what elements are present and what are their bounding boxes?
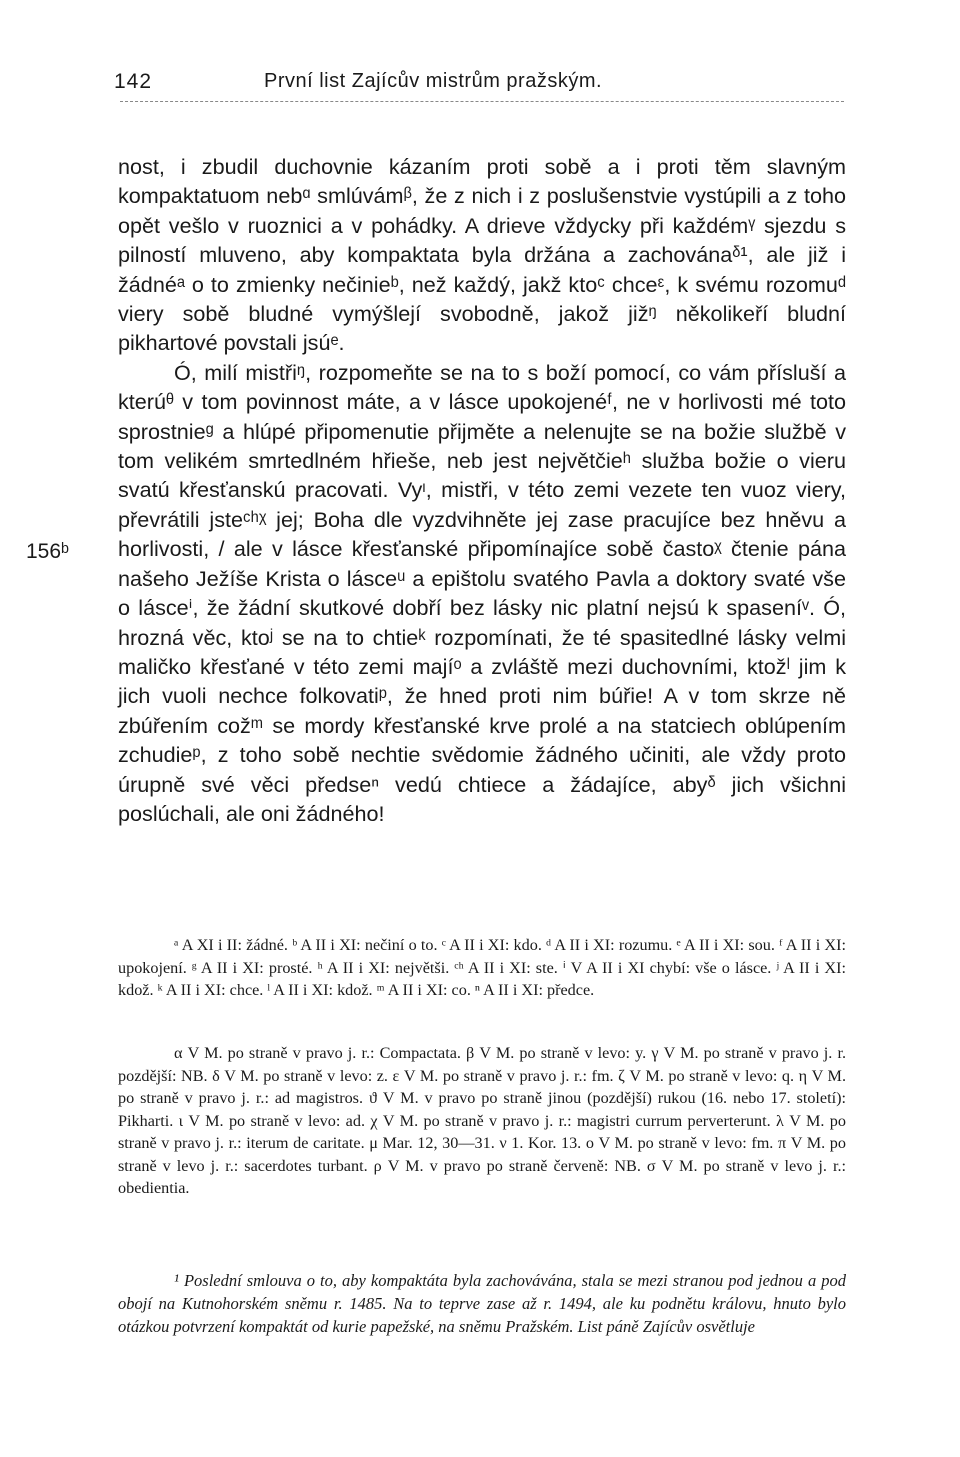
footnotes-variants [118,934,846,1002]
footnotes-marginalia [118,1042,846,1200]
margin-folio-note: 156ᵇ [26,540,69,563]
footnotes-greek-text: α V M. po straně v pravo j. r.: Compactata. β V M. po straně v levo: y. γ V M. po straně v pravo j. r. pozdější: NB. δ V M. po straně v levo: z. ε V M. po straně v pravo j. r.: fm. ζ V M. po straně v levo: q. η V M. po straně v pravo j. r.: ad magistros. ϑ V M. v pravo po straně jinou (pozdější) rukou (16. nebo 17. století): Pikharti. ι V M. po straně v levo: ad. χ V M. po straně v pravo j. r.: magistri currum perverterunt. λ V M. po straně v pravo j. r.: iterum de caritate. μ Mar. 12, 30—31. ν 1. Kor. 13. ο V M. po straně v levo: fm. π V M. po straně v levo j. r.: sacerdotes turbant. ρ V M. v pravo po straně červeně: NB. σ V M. po straně v levo j. r.: obedientia. [118,1044,846,1197]
page-header [114,66,848,96]
header-rule [120,101,844,102]
paragraph-1: nost, i zbudil duchovnie kázaním proti sobě a i proti těm slavným kompaktatuom nebᵅ smlúvámᵝ, že z nich i z poslušenstvie vystúpili a z toho opět vešlo v ruoznici a v pohádky. A drieve vždycky při každémᵞ sjezdu s pilností mluveno, aby kompaktata byla držána a zachovánaᵟ¹, ale již i žádnéᵃ o to zmienky nečinieᵇ, než každý, jakž ktoᶜ chceᵋ, k svému rozomuᵈ viery sobě bludné vymýšlejí svobodně, jakož jižᵑ několikeří bludní pikhartové povstali jsúᵉ. [118,154,846,356]
footnotes-letters-text: ᵃ A XI i II: žádné. ᵇ A II i XI: nečiní o to. ᶜ A II i XI: kdo. ᵈ A II i XI: rozumu. ᵉ A II i XI: sou. ᶠ A II i XI: upokojení. ᵍ A II i XI: prosté. ʰ A II i XI: největši. ᶜʰ A II i XI: ste. ⁱ V A II i XI chybí: vše o lásce. ʲ A II i XI: kdož. ᵏ A II i XI: chce. ˡ A II i XI: kdož. ᵐ A II i XI: co. ⁿ A II i XI: předce. [118,936,846,999]
running-title: První list Zajícův mistrům pražským. [264,70,603,92]
footnote-historical [118,1270,846,1338]
main-text [118,152,846,828]
page-number: 142 [114,70,153,93]
paragraph-2: Ó, milí mistřiᵑ, rozpomeňte se na to s boží pomocí, co vám přísluší a kterúᶿ v tom povinnost máte, a v lásce upokojenéᶠ, ne v horlivosti mé toto sprostnieᵍ a hlúpé připomenutie přijměte a nelenujte se na božie službě v tom velikém smrtedlném hřieše, neb jest největčieʰ služba božie o vieru svatú křesťanskú pracovati. Vyᶥ, mistři, v této zemi vezete ten vuoz viery, převrátili jsteᶜʰᵡ jej; Boha dle vyzdvihněte jej zase pracujíce bez hněvu a horlivosti, / ale v lásce křesťanské připomínajíce sobě častoᵡ čtenie pána našeho Ježíše Krista o lásceᵘ a epištolu svatého Pavla a doktory svaté vše o lásceⁱ, že žádní skutkové dobří bez lásky nic platní nejsú k spaseníᵛ. Ó, hrozná věc, ktoʲ se na to chtieᵏ rozpomínati, že té spasitedlné lásky velmi maličko křesťané v této zemi majíᵒ a zvláště mezi duchovními, ktožˡ jim k jich vuoli nechce folkovatiᵖ, že hned proti nim búřie! A v tom skrze ně zbúřením cožᵐ se mordy křesťanské krve prolé a na statciech oblúpením zchudieᵖ, z toho sobě nechtie svědomie žádného učiniti, ale vždy proto úrupně své věci předseⁿ vedú chtiece a žádajíce, abyᵟ jich všichni poslúchali, ale oni žádného! [118,359,846,826]
footnote-1-text: ¹ Poslední smlouva o to, aby kompaktáta byla zachovávána, stala se mezi stranou pod jednou a pod obojí na Kutnohorském sněmu r. 1485. Na to teprve zase až r. 1494, ale ku podnětu královu, hnuto bylo otázkou potvrzení kompaktát od kurie papežské, na sněmu Pražském. List páně Zajícův osvětluje [118,1271,846,1336]
